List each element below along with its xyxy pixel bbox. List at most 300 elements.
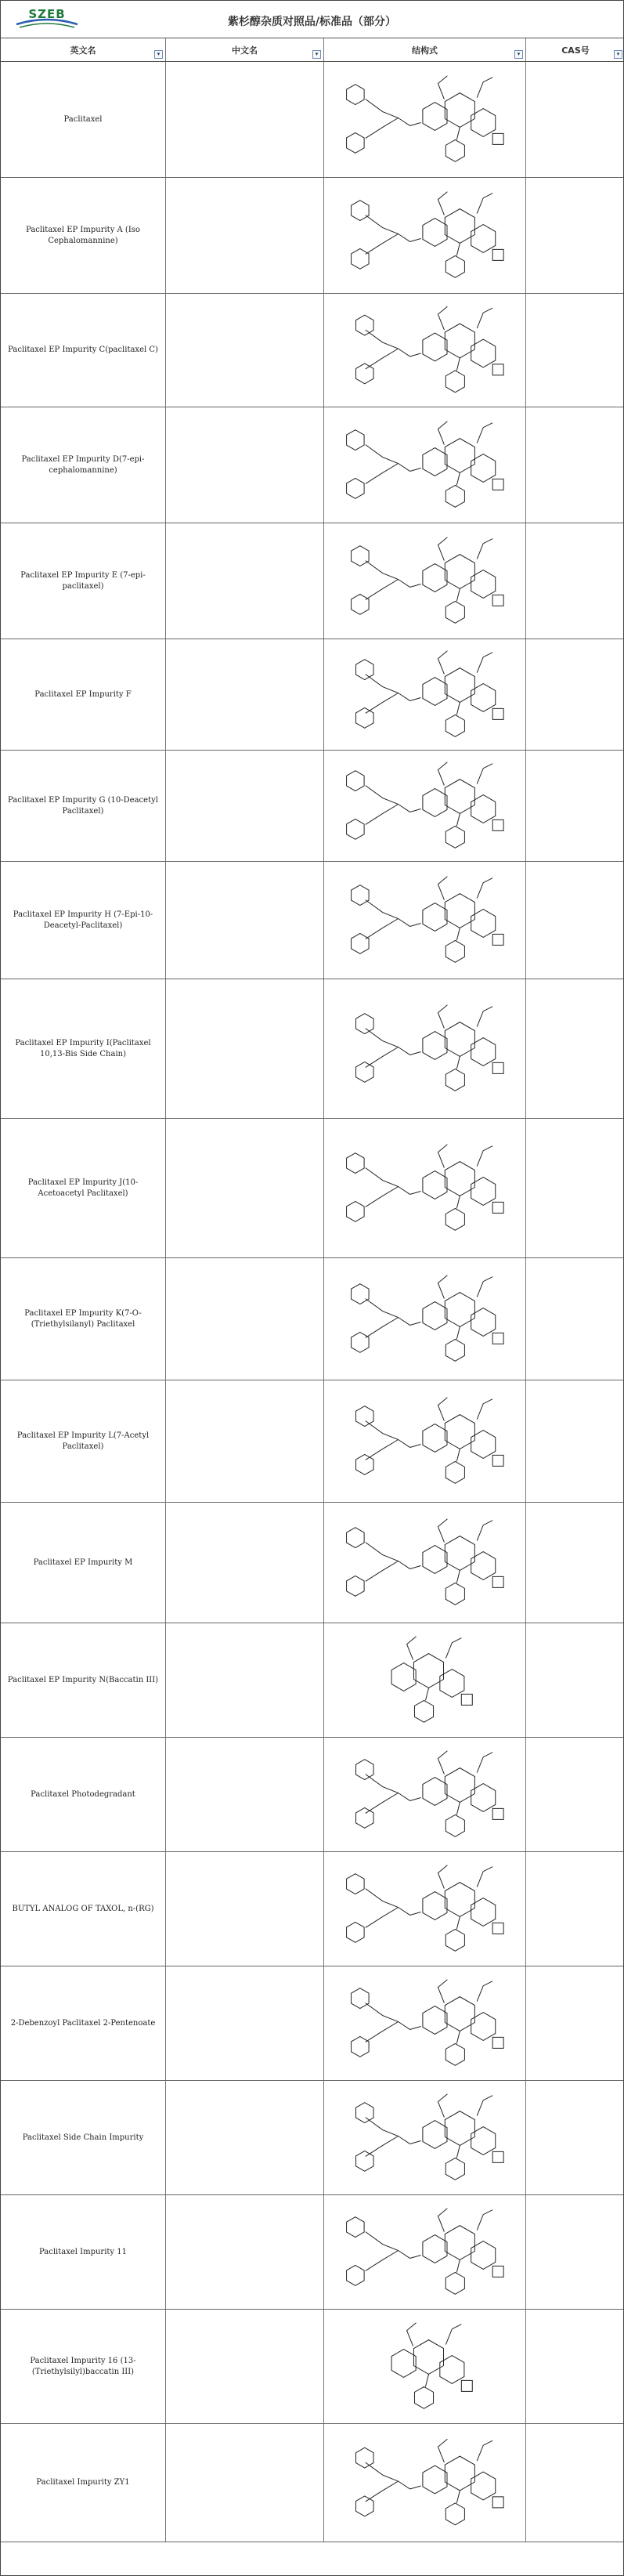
bond-line (366, 1168, 410, 1195)
phenyl-ring-icon (347, 1874, 365, 1894)
core-ring-icon (423, 1424, 447, 1453)
bond-line (366, 1440, 399, 1460)
bond-line (366, 1908, 399, 1928)
core-ring-icon (423, 2006, 447, 2035)
bond-line (366, 693, 399, 714)
bond-line (366, 464, 399, 484)
column-header-cas (526, 38, 624, 61)
bond-line (456, 472, 460, 485)
oxetane-ring-icon (492, 1062, 503, 1073)
bond-line (456, 702, 460, 715)
oxetane-ring-icon (492, 1333, 503, 1344)
chemical-structure-icon (324, 178, 525, 293)
bond-line (366, 900, 410, 927)
core-ring-icon (423, 448, 447, 476)
structure-cell (324, 1966, 526, 2080)
chinese-name-cell (166, 294, 324, 407)
bond-line (366, 1543, 410, 1569)
core-ring-icon (423, 103, 447, 131)
phenyl-ring-icon (356, 2448, 374, 2468)
chinese-name-cell (166, 2424, 324, 2542)
chemical-structure-icon (324, 62, 525, 177)
table-row (1, 523, 623, 639)
bond-line (366, 2136, 399, 2157)
bond-line (438, 1865, 447, 1889)
table-row (1, 294, 623, 407)
core-ring-icon (445, 1536, 474, 1571)
structure-cell (324, 294, 526, 407)
bond-line (425, 1688, 428, 1700)
core-ring-icon (423, 2121, 447, 2149)
core-ring-icon (445, 2226, 474, 2260)
bond-line (366, 1775, 410, 1801)
core-ring-icon (445, 439, 474, 473)
benzoate-ring-icon (445, 371, 464, 393)
chemical-structure-icon (324, 2195, 525, 2309)
bond-line (477, 539, 492, 559)
filter-dropdown-icon[interactable]: ▾ (312, 50, 321, 59)
english-name-cell: BUTYL ANALOG OF TAXOL, n-(RG) (1, 1852, 166, 1966)
filter-dropdown-icon[interactable]: ▾ (154, 50, 163, 59)
bond-line (366, 1029, 410, 1055)
bond-line (456, 2259, 460, 2272)
bond-line (438, 1751, 447, 1775)
bond-line (366, 2118, 410, 2144)
bond-line (477, 1007, 492, 1027)
bond-line (366, 2003, 410, 2030)
bond-line (438, 537, 447, 561)
phenyl-ring-icon (347, 478, 365, 498)
cas-number-cell (526, 1380, 624, 1502)
bond-line (438, 762, 447, 786)
cas-number-cell (526, 751, 624, 861)
core-ring-icon (423, 2235, 447, 2263)
structure-cell (324, 2424, 526, 2542)
bond-line (477, 2210, 492, 2230)
oxetane-ring-icon (492, 364, 503, 375)
benzoate-ring-icon (445, 2272, 464, 2294)
bond-line (410, 1912, 421, 1915)
core-ring-icon (445, 894, 474, 928)
oxetane-ring-icon (492, 2266, 503, 2277)
core-ring-icon (423, 1171, 447, 1199)
logo-text: SZEB (28, 7, 66, 21)
english-name-cell: Paclitaxel Impurity 16 (13-(Triethylsilyl)baccatin III) (1, 2310, 166, 2423)
cas-number-cell (526, 1852, 624, 1966)
english-name-cell: Paclitaxel EP Impurity D(7-epi-cephalomannine) (1, 407, 166, 523)
chinese-name-cell (166, 523, 324, 639)
table-row (1, 751, 623, 862)
phenyl-ring-icon (347, 1528, 365, 1548)
bond-line (366, 2481, 399, 2502)
core-ring-icon (391, 1663, 416, 1691)
bond-line (477, 194, 492, 214)
cas-number-cell (526, 639, 624, 750)
chemical-structure-icon (324, 2424, 525, 2542)
phenyl-ring-icon (347, 819, 365, 839)
benzoate-ring-icon (445, 2158, 464, 2180)
bond-line (410, 2140, 421, 2144)
bond-line (410, 353, 421, 356)
bond-line (425, 2374, 428, 2386)
core-ring-icon (445, 1293, 474, 1327)
structure-cell (324, 751, 526, 861)
phenyl-ring-icon (347, 1922, 365, 1942)
bond-line (438, 2209, 447, 2232)
phenyl-ring-icon (347, 132, 365, 153)
bond-line (456, 588, 460, 601)
column-header-en-label: 英文名 (70, 45, 96, 56)
bond-line (366, 2022, 399, 2042)
phenyl-ring-icon (347, 1576, 365, 1596)
english-name-cell: Paclitaxel (1, 62, 166, 177)
table-body (1, 62, 623, 2542)
phenyl-ring-icon (356, 2103, 374, 2123)
phenyl-ring-icon (347, 85, 365, 105)
table-row (1, 1738, 623, 1852)
chinese-name-cell (166, 862, 324, 979)
bond-line (366, 1889, 410, 1916)
bond-line (366, 118, 399, 139)
bond-line (410, 1322, 421, 1325)
benzoate-ring-icon (445, 1929, 464, 1951)
bond-line (438, 651, 447, 675)
chinese-name-cell (166, 1966, 324, 2080)
cas-number-cell (526, 523, 624, 639)
core-ring-icon (445, 1022, 474, 1057)
bond-line (477, 764, 492, 784)
bond-line (456, 1056, 460, 1069)
table-row (1, 862, 623, 979)
chinese-name-cell (166, 178, 324, 293)
cas-number-cell (526, 979, 624, 1118)
benzoate-ring-icon (445, 601, 464, 623)
oxetane-ring-icon (492, 479, 503, 490)
table-row (1, 1852, 623, 1966)
bond-line (477, 2440, 492, 2461)
table-row (1, 178, 623, 294)
chemical-structure-icon (324, 2081, 525, 2194)
phenyl-ring-icon (356, 660, 374, 680)
bond-line (456, 2145, 460, 2158)
bond-line (438, 1398, 447, 1421)
english-name-cell: Paclitaxel EP Impurity I(Paclitaxel 10,13-Bis Side Chain) (1, 979, 166, 1118)
filter-dropdown-icon[interactable]: ▾ (514, 50, 523, 59)
english-name-cell: Paclitaxel EP Impurity A (Iso Cephalomannine) (1, 178, 166, 293)
table-row (1, 2195, 623, 2310)
cas-number-cell (526, 2081, 624, 2194)
english-name-cell: Paclitaxel EP Impurity N(Baccatin III) (1, 1623, 166, 1737)
chinese-name-cell (166, 407, 324, 523)
bond-line (410, 1051, 421, 1055)
english-name-cell: 2-Debenzoyl Paclitaxel 2-Pentenoate (1, 1966, 166, 2080)
phenyl-ring-icon (356, 1406, 374, 1427)
column-header-cn (166, 38, 324, 61)
core-ring-icon (423, 1302, 447, 1330)
core-ring-icon (445, 324, 474, 358)
benzoate-ring-icon (445, 826, 464, 848)
phenyl-ring-icon (347, 2217, 365, 2238)
phenyl-ring-icon (356, 315, 374, 335)
page-title: 紫杉醇杂质对照品/标准品（部分） (227, 16, 397, 28)
structure-cell (324, 1119, 526, 1257)
chemical-structure-icon (324, 639, 525, 750)
english-name-cell: Paclitaxel Side Chain Impurity (1, 2081, 166, 2194)
structure-cell (324, 2195, 526, 2309)
bond-line (438, 1145, 447, 1168)
core-ring-icon (413, 1654, 443, 1688)
bond-line (366, 1318, 399, 1338)
cas-number-cell (526, 2424, 624, 2542)
benzoate-ring-icon (445, 2503, 464, 2525)
bond-line (366, 2251, 399, 2271)
phenyl-ring-icon (356, 1014, 374, 1034)
structure-cell (324, 523, 526, 639)
english-name-cell: Paclitaxel Impurity 11 (1, 2195, 166, 2309)
oxetane-ring-icon (492, 2037, 503, 2048)
benzoate-ring-icon (445, 940, 464, 962)
bond-line (366, 1187, 399, 1207)
core-ring-icon (423, 333, 447, 361)
core-ring-icon (423, 1032, 447, 1060)
benzoate-ring-icon (445, 485, 464, 507)
core-ring-icon (423, 903, 447, 932)
table-row (1, 2081, 623, 2195)
core-ring-icon (423, 1546, 447, 1574)
bond-line (410, 2255, 421, 2258)
phenyl-ring-icon (356, 1062, 374, 1082)
core-ring-icon (445, 2111, 474, 2146)
oxetane-ring-icon (492, 1808, 503, 1819)
chinese-name-cell (166, 1738, 324, 1851)
bond-line (438, 2094, 447, 2118)
oxetane-ring-icon (492, 1455, 503, 1466)
structure-cell (324, 407, 526, 523)
column-header-structure (324, 38, 526, 61)
core-ring-icon (391, 2350, 416, 2378)
phenyl-ring-icon (352, 885, 370, 906)
english-name-cell: Paclitaxel EP Impurity E (7-epi-paclitaxel) (1, 523, 166, 639)
english-name-cell: Paclitaxel EP Impurity K(7-O-(Triethylsilanyl) Paclitaxel (1, 1258, 166, 1380)
oxetane-ring-icon (492, 1576, 503, 1587)
phenyl-ring-icon (352, 546, 370, 566)
bond-line (477, 1753, 492, 1773)
oxetane-ring-icon (461, 2380, 472, 2391)
bond-line (477, 78, 492, 98)
core-ring-icon (413, 2340, 443, 2375)
structure-cell (324, 1503, 526, 1623)
core-ring-icon (423, 1892, 447, 1920)
table-row (1, 1503, 623, 1623)
oxetane-ring-icon (492, 1202, 503, 1213)
cas-number-cell (526, 62, 624, 177)
filter-dropdown-icon[interactable]: ▾ (614, 50, 622, 59)
table-row (1, 2310, 623, 2424)
benzoate-ring-icon (445, 1461, 464, 1483)
bond-line (410, 1797, 421, 1800)
phenyl-ring-icon (356, 707, 374, 728)
bond-line (410, 697, 421, 700)
chemical-structure-icon (324, 751, 525, 861)
core-ring-icon (423, 219, 447, 247)
cas-number-cell (526, 862, 624, 979)
structure-cell (324, 862, 526, 979)
table-row (1, 1119, 623, 1258)
chemical-structure-icon (324, 523, 525, 639)
core-ring-icon (445, 2456, 474, 2491)
phenyl-ring-icon (352, 2036, 370, 2057)
phenyl-ring-icon (347, 2265, 365, 2285)
chinese-name-cell (166, 639, 324, 750)
bond-line (477, 1399, 492, 1420)
benzoate-ring-icon (445, 255, 464, 277)
core-ring-icon (423, 2466, 447, 2494)
bond-line (366, 786, 410, 812)
bond-line (456, 813, 460, 826)
structure-cell (324, 1380, 526, 1502)
bond-line (477, 1521, 492, 1541)
bond-line (407, 2323, 417, 2346)
bond-line (366, 1299, 410, 1326)
bond-line (477, 878, 492, 899)
core-ring-icon (445, 555, 474, 589)
bond-line (438, 877, 447, 900)
structure-cell (324, 1258, 526, 1380)
chinese-name-cell (166, 1852, 324, 1966)
phenyl-ring-icon (352, 201, 370, 221)
chemical-structure-icon (324, 979, 525, 1118)
chinese-name-cell (166, 1258, 324, 1380)
table-row (1, 639, 623, 751)
structure-cell (324, 2081, 526, 2194)
table-row (1, 1258, 623, 1380)
phenyl-ring-icon (352, 1332, 370, 1352)
phenyl-ring-icon (356, 364, 374, 384)
benzoate-ring-icon (414, 2386, 433, 2408)
chemical-structure-icon (324, 407, 525, 523)
benzoate-ring-icon (445, 1583, 464, 1605)
cas-number-cell (526, 178, 624, 293)
table-row (1, 1623, 623, 1738)
bond-line (438, 2439, 447, 2462)
core-ring-icon (423, 564, 447, 592)
table-row (1, 2424, 623, 2542)
bond-line (410, 1191, 421, 1194)
benzoate-ring-icon (445, 1069, 464, 1091)
bond-line (456, 2491, 460, 2503)
bond-line (410, 468, 421, 471)
english-name-cell: Paclitaxel EP Impurity C(paclitaxel C) (1, 294, 166, 407)
bond-line (456, 2031, 460, 2043)
chemical-structure-icon (324, 1623, 525, 1737)
bond-line (410, 2026, 421, 2029)
bond-line (456, 127, 460, 139)
english-name-cell: Paclitaxel Impurity ZY1 (1, 2424, 166, 2542)
english-name-cell: Paclitaxel Photodegradant (1, 1738, 166, 1851)
oxetane-ring-icon (492, 708, 503, 719)
bond-line (366, 215, 410, 242)
bond-line (366, 1047, 399, 1068)
bond-line (477, 1867, 492, 1887)
phenyl-ring-icon (352, 933, 370, 953)
bond-line (366, 561, 410, 588)
bond-line (477, 423, 492, 443)
bond-line (410, 809, 421, 812)
phenyl-ring-icon (352, 1284, 370, 1304)
bond-line (477, 2096, 492, 2116)
bond-line (366, 99, 410, 126)
phenyl-ring-icon (356, 2496, 374, 2516)
phenyl-ring-icon (352, 594, 370, 614)
bond-line (456, 358, 460, 371)
bond-line (366, 805, 399, 825)
bond-line (366, 330, 410, 356)
chinese-name-cell (166, 2310, 324, 2423)
chemical-structure-icon (324, 1738, 525, 1851)
cas-number-cell (526, 1119, 624, 1257)
bond-line (438, 76, 447, 99)
bond-line (477, 1981, 492, 2002)
bond-line (366, 580, 399, 600)
bond-line (366, 445, 410, 472)
structure-cell (324, 1738, 526, 1851)
benzoate-ring-icon (445, 1339, 464, 1361)
bond-line (477, 1277, 492, 1297)
bond-line (456, 1916, 460, 1929)
column-header-structure-label: 结构式 (412, 45, 438, 56)
table-row (1, 1966, 623, 2081)
bond-line (438, 1275, 447, 1299)
bond-line (438, 306, 447, 330)
oxetane-ring-icon (492, 2497, 503, 2508)
phenyl-ring-icon (356, 2151, 374, 2171)
bond-line (410, 2486, 421, 2489)
bond-line (456, 1570, 460, 1583)
cas-number-cell (526, 407, 624, 523)
chinese-name-cell (166, 1119, 324, 1257)
bond-line (407, 1637, 417, 1660)
chinese-name-cell (166, 2195, 324, 2309)
oxetane-ring-icon (492, 1923, 503, 1934)
bond-line (410, 122, 421, 125)
phenyl-ring-icon (352, 1988, 370, 2009)
bond-line (456, 243, 460, 255)
cas-number-cell (526, 2195, 624, 2309)
column-header-en (1, 38, 166, 61)
chinese-name-cell (166, 1623, 324, 1737)
phenyl-ring-icon (347, 1201, 365, 1221)
bond-line (366, 2462, 410, 2489)
bond-line (366, 234, 399, 255)
bond-line (366, 919, 399, 939)
bond-line (366, 349, 399, 369)
bond-line (366, 2232, 410, 2259)
phenyl-ring-icon (352, 248, 370, 269)
bond-line (456, 1326, 460, 1339)
phenyl-ring-icon (347, 771, 365, 791)
bond-line (456, 1196, 460, 1208)
chinese-name-cell (166, 979, 324, 1118)
cas-number-cell (526, 1966, 624, 2080)
phenyl-ring-icon (347, 430, 365, 450)
bond-line (438, 421, 447, 445)
chinese-name-cell (166, 1503, 324, 1623)
structure-cell (324, 62, 526, 177)
cas-number-cell (526, 1623, 624, 1737)
phenyl-ring-icon (356, 1807, 374, 1828)
bond-line (410, 1444, 421, 1447)
oxetane-ring-icon (461, 1694, 472, 1705)
